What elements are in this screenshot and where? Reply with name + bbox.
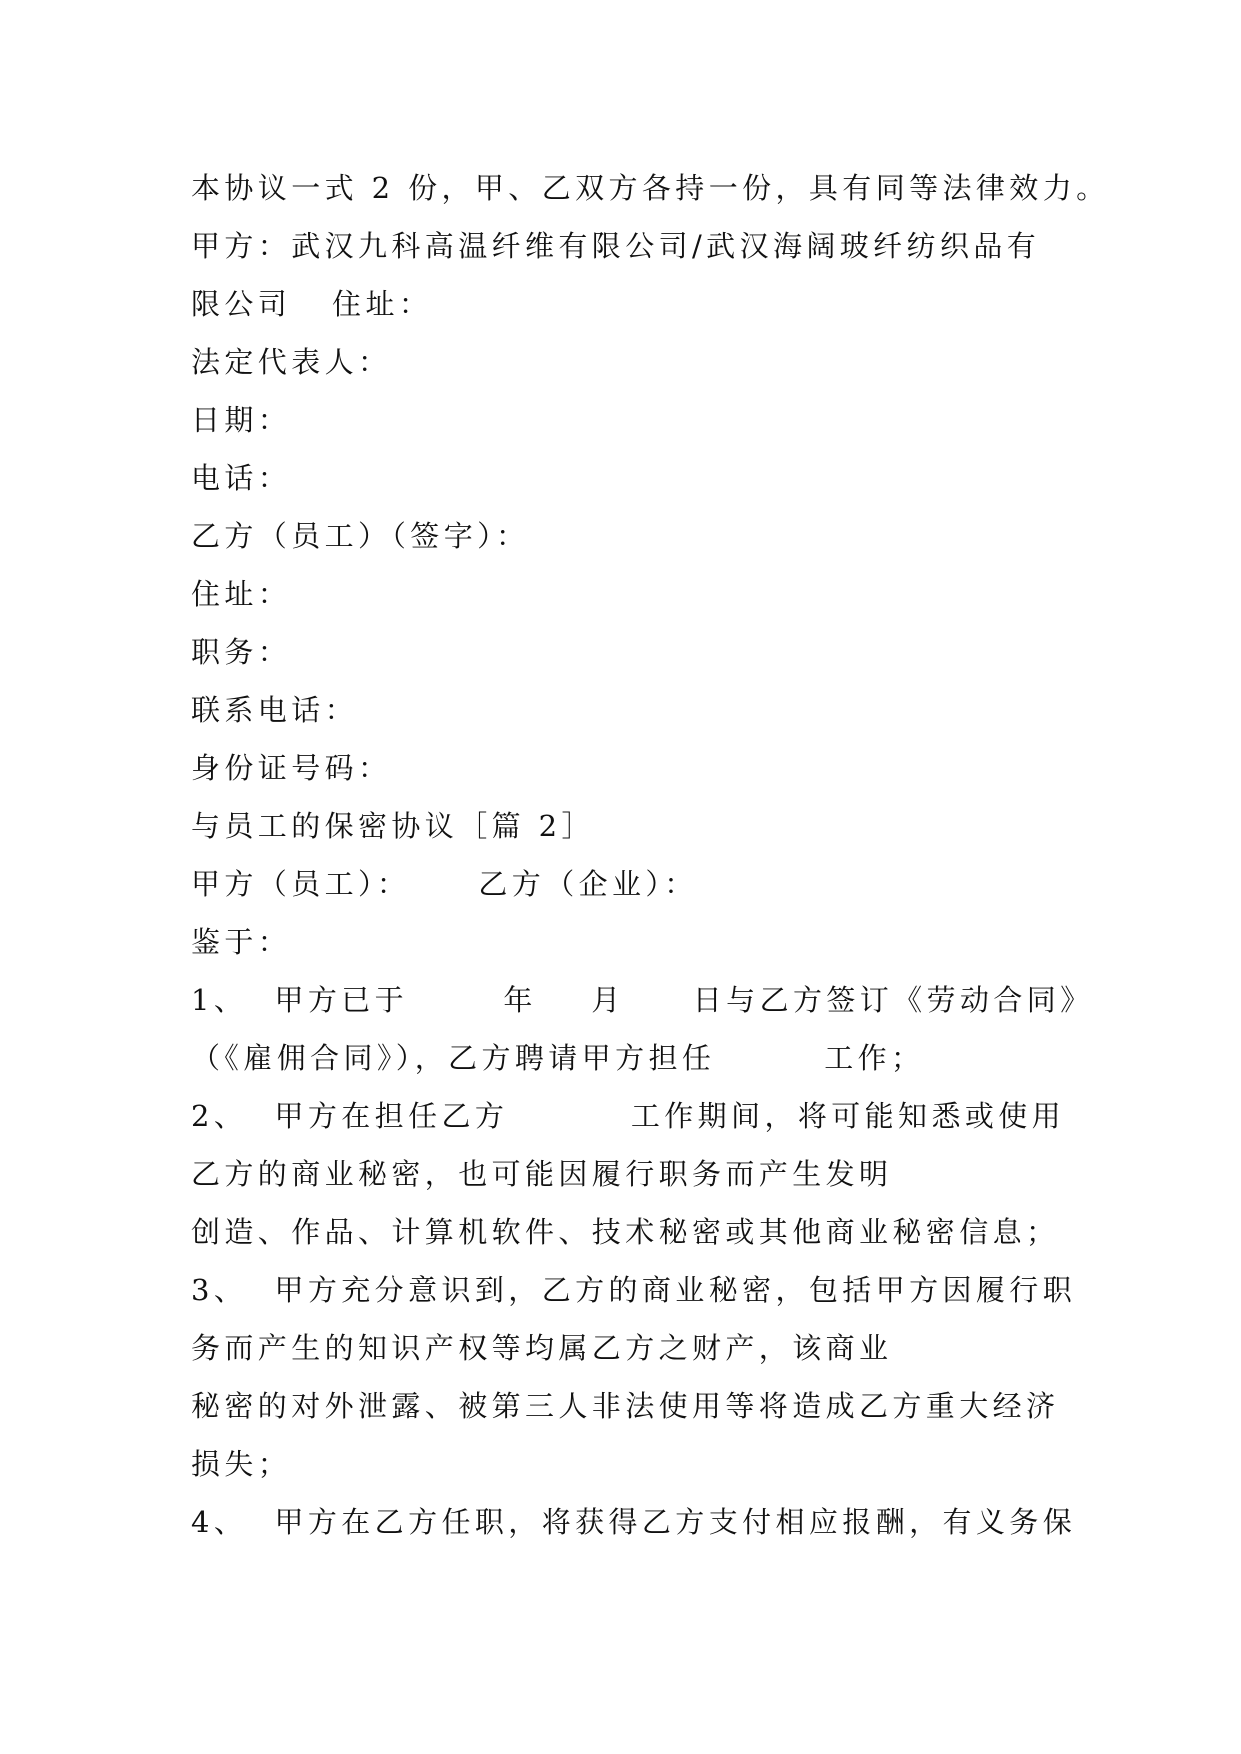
text-line-party-b-signature: 乙方（员工）（签字）： — [191, 519, 530, 553]
text-line-parties: 甲方（员工）： 乙方（企业）： — [191, 867, 698, 901]
clause-2-line-2: 乙方的商业秘密，也可能因履行职务而产生发明 — [191, 1157, 893, 1191]
clause-3-line-3: 秘密的对外泄露、被第三人非法使用等将造成乙方重大经济 — [191, 1389, 1060, 1423]
clause-2-line-1: 2、 甲方在担任乙方 工作期间，将可能知悉或使用 — [191, 1099, 1066, 1133]
clause-1-line-1: 1、 甲方已于 年 月 日与乙方签订《劳动合同》 — [191, 983, 1094, 1017]
text-line-position: 职务： — [191, 635, 292, 669]
text-line-phone: 电话： — [191, 461, 292, 495]
section-title-agreement-2: 与员工的保密协议［篇 2］ — [191, 809, 595, 843]
text-line-id-number: 身份证号码： — [191, 751, 392, 785]
text-line-party-a-address: 限公司 住址： — [191, 287, 433, 321]
clause-3-line-1: 3、 甲方充分意识到，乙方的商业秘密，包括甲方因履行职 — [191, 1273, 1077, 1307]
text-line-date: 日期： — [191, 403, 292, 437]
clause-1-line-2: （《雇佣合同》），乙方聘请甲方担任 工作； — [191, 1041, 925, 1075]
clause-3-line-4: 损失； — [191, 1447, 292, 1481]
text-line-legal-representative: 法定代表人： — [191, 345, 392, 379]
clause-3-line-2: 务而产生的知识产权等均属乙方之财产，该商业 — [191, 1331, 893, 1365]
clause-2-line-3: 创造、作品、计算机软件、技术秘密或其他商业秘密信息； — [191, 1215, 1060, 1249]
text-line-contact-phone: 联系电话： — [191, 693, 359, 727]
text-line-party-b-address: 住址： — [191, 577, 292, 611]
clause-4-line-1: 4、 甲方在乙方任职，将获得乙方支付相应报酬，有义务保 — [191, 1505, 1077, 1539]
text-line-agreement-copies: 本协议一式 2 份，甲、乙双方各持一份，具有同等法律效力。 — [191, 171, 1110, 205]
text-line-party-a-name: 甲方：武汉九科高温纤维有限公司/武汉海阔玻纤纺织品有 — [191, 229, 1041, 263]
text-line-whereas: 鉴于： — [191, 925, 292, 959]
